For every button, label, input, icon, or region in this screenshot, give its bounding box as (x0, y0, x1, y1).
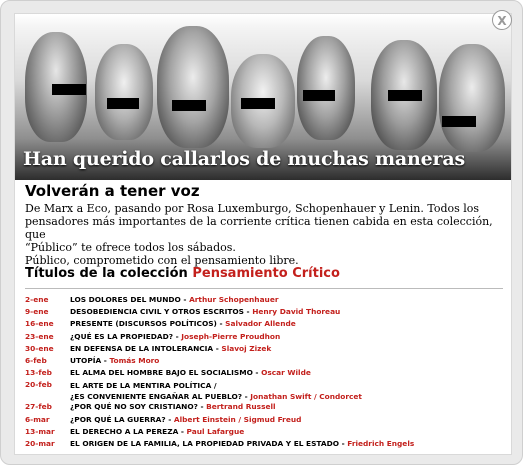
censor-bar (303, 90, 335, 101)
book-title: ¿POR QUÉ LA GUERRA? (70, 414, 166, 424)
list-item (25, 318, 511, 330)
collection-label: Títulos de la colección (25, 266, 188, 281)
list-item (25, 438, 511, 450)
separator: - (339, 438, 348, 448)
book-date: 6-mar (25, 414, 50, 424)
book-date: 20-mar (25, 438, 55, 448)
list-item (25, 379, 511, 401)
separator: - (197, 402, 207, 412)
book-title-line2: ¿ES CONVENIENTE ENGAÑAR AL PUEBLO? (70, 391, 243, 401)
portrait-face (157, 26, 229, 148)
separator: - (242, 391, 251, 401)
portraits-banner (15, 14, 511, 180)
description-line: De Marx a Eco, pasando por Rosa Luxemburgo, Schopenhauer y Lenin. Todos los (25, 202, 480, 215)
banner-title: Han querido callarlos de muchas maneras (23, 148, 465, 170)
book-author-link[interactable]: Arthur Schopenhauer (189, 295, 279, 304)
list-item (25, 426, 511, 438)
censor-bar (52, 84, 86, 95)
book-date: 6-feb (25, 355, 47, 365)
censor-bar (172, 100, 206, 111)
book-author-link[interactable]: Friedrich Engels (347, 438, 415, 448)
separator: - (178, 426, 187, 436)
book-author-link[interactable]: Tomás Moro (109, 355, 160, 365)
book-date: 2-ene (25, 295, 49, 304)
book-author-link[interactable]: Bertrand Russell (206, 402, 276, 412)
book-title: ¿QUÉ ES LA PROPIEDAD? (70, 331, 174, 341)
book-author-link[interactable]: Jonathan Swift / Condorcet (250, 391, 362, 401)
separator: - (243, 307, 253, 317)
separator: - (252, 368, 262, 378)
list-item (25, 355, 511, 367)
book-title: EL DERECHO A LA PEREZA (70, 426, 179, 436)
collection-name: Pensamiento Crítico (192, 266, 340, 281)
book-date: 9-ene (25, 307, 49, 317)
close-button[interactable]: X (492, 10, 512, 30)
book-title: PRESENTE (DISCURSOS POLÍTICOS) (70, 319, 217, 329)
censor-bar (241, 98, 275, 109)
separator: - (213, 343, 222, 353)
book-author-link[interactable]: Albert Einstein / Sigmud Freud (173, 414, 302, 424)
portrait-face (297, 36, 355, 140)
separator: - (216, 319, 226, 329)
book-title: EL ARTE DE LA MENTIRA POLÍTICA / (70, 380, 217, 390)
book-author-link[interactable]: Henry David Thoreau (252, 307, 341, 317)
separator: - (101, 355, 110, 365)
book-author-link[interactable]: Slavoj Zizek (221, 343, 272, 353)
book-author-link[interactable]: Oscar Wilde (261, 368, 311, 378)
book-date: 13-mar (25, 426, 55, 436)
book-title: ¿POR QUÉ NO SOY CRISTIANO? (70, 402, 198, 412)
separator: - (173, 331, 182, 341)
book-date: 16-ene (25, 319, 54, 329)
book-title: UTOPÍA (70, 355, 102, 365)
list-item (25, 343, 511, 355)
book-date: 23-ene (25, 331, 54, 341)
collection-heading (25, 266, 340, 281)
portrait-face (95, 44, 153, 140)
book-title: EL ALMA DEL HOMBRE BAJO EL SOCIALISMO (70, 368, 253, 378)
book-author-link[interactable]: Joseph-Pierre Proudhon (181, 331, 281, 341)
list-item (25, 294, 511, 306)
book-date: 27-feb (25, 402, 52, 412)
book-author-link[interactable]: Paul Lafargue (186, 426, 245, 436)
modal-content (14, 13, 512, 455)
list-item (25, 331, 511, 343)
book-date: 13-feb (25, 368, 52, 378)
book-date: 30-ene (25, 343, 54, 353)
book-date: 20-feb (25, 380, 52, 390)
book-author-link[interactable]: Salvador Allende (225, 319, 296, 329)
headline: Volverán a tener voz (25, 182, 200, 200)
censor-bar (388, 90, 422, 101)
list-item (25, 414, 511, 426)
list-item (25, 401, 511, 413)
list-item (25, 306, 511, 318)
description-line: Público, comprometido con el pensamiento libre. (25, 254, 299, 267)
description-line: pensadores más importantes de la corriente crítica tienen cabida en esta colección, que (25, 215, 493, 241)
book-list (25, 294, 511, 450)
divider (25, 288, 503, 289)
book-title: LOS DOLORES DEL MUNDO (70, 295, 181, 304)
book-title: EN DEFENSA DE LA INTOLERANCIA (70, 343, 214, 353)
separator: - (180, 295, 190, 304)
description-line: “Público” te ofrece todos los sábados. (25, 241, 236, 254)
censor-bar (107, 98, 139, 109)
description (25, 202, 509, 267)
censor-bar (442, 116, 476, 127)
book-title: DESOBEDIENCIA CIVIL Y OTROS ESCRITOS (70, 307, 244, 317)
separator: - (165, 414, 174, 424)
book-title: EL ORIGEN DE LA FAMILIA, LA PROPIEDAD PRIVADA Y EL ESTADO (70, 438, 340, 448)
portrait-face (439, 44, 505, 152)
list-item (25, 367, 511, 379)
